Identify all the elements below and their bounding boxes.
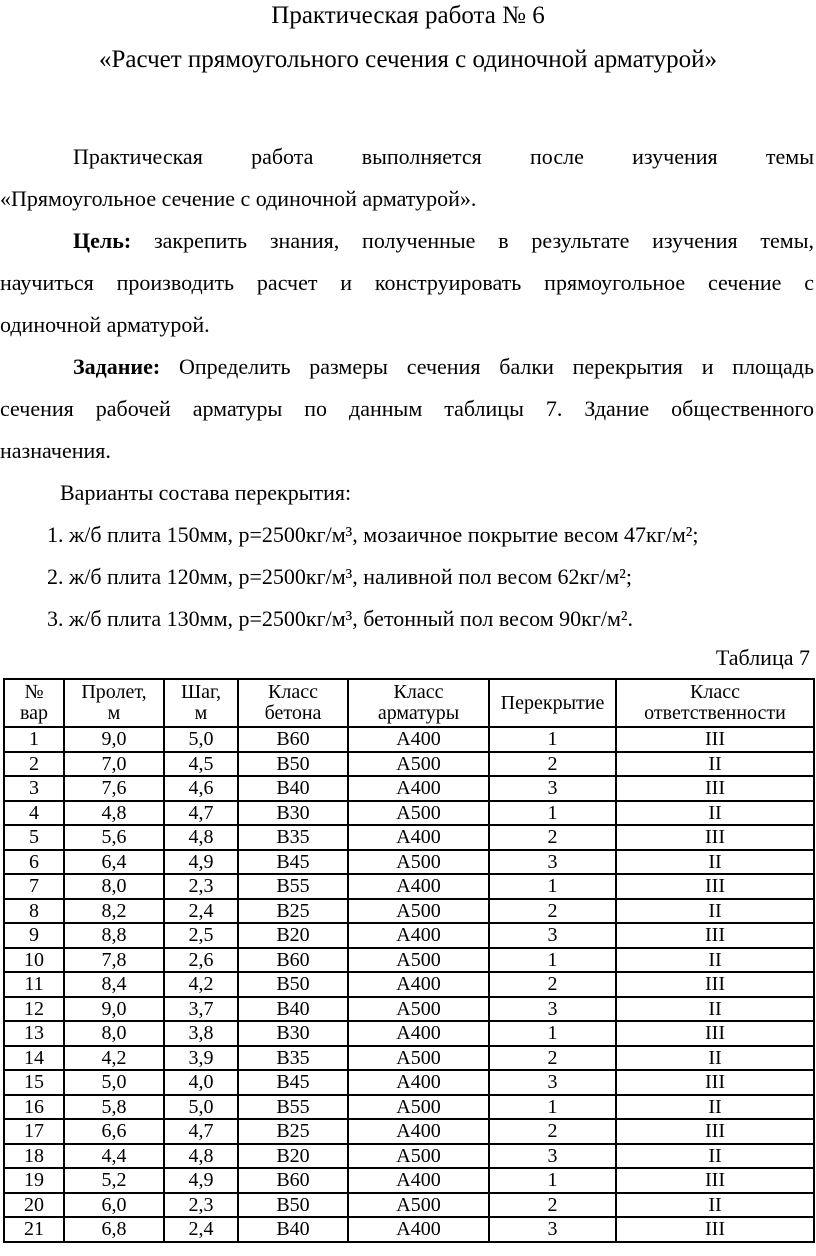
variant-item-1: 1. ж/б плита 150мм, р=2500кг/м³, мозаичное покрытие весом 47кг/м²;: [47, 522, 699, 547]
table-cell: 10: [4, 948, 64, 973]
table-header-line: бетона: [264, 702, 322, 724]
table-cell: III: [616, 776, 814, 801]
table-head: [4, 679, 814, 727]
table-header-line: арматуры: [377, 702, 460, 724]
table-cell: 1: [489, 1095, 616, 1120]
table-row: [4, 997, 814, 1022]
table-header-line: вар: [19, 702, 49, 724]
goal-text: закрепить знания, полученные в результате изучения темы,: [131, 228, 814, 253]
table-cell: 5,0: [164, 1095, 238, 1120]
table-body: [4, 727, 814, 1242]
table-cell: III: [616, 923, 814, 948]
variant-item-2: 2. ж/б плита 120мм, р=2500кг/м³, наливной пол весом 62кг/м²;: [47, 564, 632, 589]
table-cell: 18: [4, 1144, 64, 1169]
table-cell: 3,8: [164, 1021, 238, 1046]
table-cell: 6,6: [64, 1119, 164, 1144]
table-cell: 4,8: [64, 801, 164, 826]
table-header-line: м: [107, 702, 121, 724]
table-cell: В25: [238, 1119, 348, 1144]
table-header-line: №: [24, 681, 44, 703]
table-cell: В60: [238, 727, 348, 752]
table-cell: 4,8: [164, 825, 238, 850]
goal-line-2: научиться производить расчет и конструировать прямоугольное сечение с: [0, 270, 814, 295]
table-cell: А400: [348, 1119, 489, 1144]
table-cell: 3: [489, 923, 616, 948]
table-cell: III: [616, 1217, 814, 1242]
table-cell: 5,0: [64, 1070, 164, 1095]
table-cell: А400: [348, 1021, 489, 1046]
table-cell: 15: [4, 1070, 64, 1095]
table-cell: II: [616, 752, 814, 777]
table-cell: А400: [348, 1168, 489, 1193]
table-cell: 4: [4, 801, 64, 826]
table-cell: 5,8: [64, 1095, 164, 1120]
table-cell: 2: [4, 752, 64, 777]
document-header: [0, 0, 816, 82]
table-cell: А400: [348, 874, 489, 899]
table-cell: А500: [348, 1046, 489, 1071]
table-cell: 2: [489, 752, 616, 777]
table-cell: А500: [348, 801, 489, 826]
table-cell: 6,4: [64, 850, 164, 875]
table-cell: А500: [348, 1193, 489, 1218]
table-cell: III: [616, 1168, 814, 1193]
task-line-2: сечения рабочей арматуры по данным таблицы 7. Здание общественного: [0, 396, 814, 421]
goal-label: Цель:: [73, 228, 132, 253]
table-cell: 3: [4, 776, 64, 801]
table-cell: 3: [489, 997, 616, 1022]
table-cell: 4,7: [164, 1119, 238, 1144]
table-cell: 4,5: [164, 752, 238, 777]
table-header-row: [4, 679, 814, 727]
table-cell: А500: [348, 899, 489, 924]
task-line-1: [0, 346, 814, 388]
table-row: [4, 923, 814, 948]
table-cell: 9,0: [64, 997, 164, 1022]
table-cell: 19: [4, 1168, 64, 1193]
table-cell: 1: [489, 1168, 616, 1193]
table-row: [4, 1095, 814, 1120]
table-cell: 12: [4, 997, 64, 1022]
table-header-cell: [238, 679, 348, 727]
table-cell: 1: [489, 727, 616, 752]
goal-line-3: одиночной арматурой.: [0, 312, 210, 337]
table-row: [4, 972, 814, 997]
table-cell: 3: [489, 1144, 616, 1169]
table-cell: В40: [238, 1217, 348, 1242]
table-cell: III: [616, 727, 814, 752]
table-cell: В25: [238, 899, 348, 924]
table-cell: 2: [489, 1119, 616, 1144]
table-cell: 7,0: [64, 752, 164, 777]
table-row: [4, 1119, 814, 1144]
table-cell: 7,6: [64, 776, 164, 801]
table-cell: 2: [489, 825, 616, 850]
table-cell: 4,2: [164, 972, 238, 997]
table-header-cell: [164, 679, 238, 727]
table-cell: II: [616, 1095, 814, 1120]
table-cell: В45: [238, 850, 348, 875]
table-cell: 2: [489, 899, 616, 924]
table-cell: 9: [4, 923, 64, 948]
table-row: [4, 1070, 814, 1095]
table-cell: 14: [4, 1046, 64, 1071]
table-cell: 4,0: [164, 1070, 238, 1095]
table-cell: III: [616, 1070, 814, 1095]
table-cell: 2,3: [164, 874, 238, 899]
table-row: [4, 825, 814, 850]
table-row: [4, 1217, 814, 1242]
table-cell: 2: [489, 1046, 616, 1071]
table-cell: III: [616, 825, 814, 850]
table-header-cell: [4, 679, 64, 727]
table-header-cell: [489, 679, 616, 727]
table-cell: 3: [489, 776, 616, 801]
table-cell: В55: [238, 1095, 348, 1120]
variants-heading: Варианты состава перекрытия:: [60, 480, 352, 505]
table-cell: 3,7: [164, 997, 238, 1022]
table-cell: 2: [489, 1193, 616, 1218]
table-cell: III: [616, 972, 814, 997]
table-cell: 5,0: [164, 727, 238, 752]
table-cell: А400: [348, 825, 489, 850]
table-cell: 21: [4, 1217, 64, 1242]
table-cell: А500: [348, 1095, 489, 1120]
table-cell: 8,8: [64, 923, 164, 948]
table-cell: 4,8: [164, 1144, 238, 1169]
table-header-line: Перекрытие: [500, 691, 605, 714]
table-cell: 20: [4, 1193, 64, 1218]
table-row: [4, 874, 814, 899]
table-cell: 4,7: [164, 801, 238, 826]
table-cell: 2,4: [164, 1217, 238, 1242]
table-cell: 3: [489, 1217, 616, 1242]
table-cell: II: [616, 1046, 814, 1071]
table-header-cell: [64, 679, 164, 727]
variant-item-3: 3. ж/б плита 130мм, р=2500кг/м³, бетонный пол весом 90кг/м².: [47, 606, 634, 631]
intro-line-1: Практическая работа выполняется после изучения темы: [73, 144, 814, 169]
table-cell: 3: [489, 1070, 616, 1095]
table-row: [4, 1046, 814, 1071]
table-cell: 5,6: [64, 825, 164, 850]
table-header-cell: [616, 679, 814, 727]
table-cell: В35: [238, 1046, 348, 1071]
table-cell: 6: [4, 850, 64, 875]
table-row: [4, 1193, 814, 1218]
table-row: [4, 899, 814, 924]
table-cell: 4,9: [164, 1168, 238, 1193]
table-cell: 8,0: [64, 1021, 164, 1046]
table-header-line: Класс: [690, 681, 740, 703]
table-cell: II: [616, 997, 814, 1022]
table-header-line: м: [194, 702, 208, 724]
table-cell: В30: [238, 1021, 348, 1046]
table-cell: А500: [348, 850, 489, 875]
table-cell: А400: [348, 972, 489, 997]
table-cell: 17: [4, 1119, 64, 1144]
table-row: [4, 948, 814, 973]
table-caption: Таблица 7: [715, 645, 810, 670]
table-cell: В40: [238, 997, 348, 1022]
table-cell: III: [616, 874, 814, 899]
table-row: [4, 752, 814, 777]
table-cell: 1: [4, 727, 64, 752]
table-cell: А500: [348, 752, 489, 777]
table-cell: 4,4: [64, 1144, 164, 1169]
table-cell: 6,8: [64, 1217, 164, 1242]
table-cell: 2: [489, 972, 616, 997]
table-cell: 5: [4, 825, 64, 850]
table-cell: 16: [4, 1095, 64, 1120]
table-header-line: Шаг,: [181, 681, 221, 703]
table-cell: В35: [238, 825, 348, 850]
table-cell: 9,0: [64, 727, 164, 752]
table-cell: 7: [4, 874, 64, 899]
intro-line-2: «Прямоугольное сечение с одиночной арматурой».: [0, 186, 477, 211]
table-row: [4, 1168, 814, 1193]
table-cell: II: [616, 1193, 814, 1218]
task-text: Определить размеры сечения балки перекрытия и площадь: [160, 354, 814, 379]
table-cell: 3: [489, 850, 616, 875]
table-cell: II: [616, 948, 814, 973]
table-cell: В60: [238, 1168, 348, 1193]
table-row: [4, 776, 814, 801]
table-cell: III: [616, 1119, 814, 1144]
table-header-line: Класс: [393, 681, 444, 703]
table-cell: 1: [489, 948, 616, 973]
table-cell: А500: [348, 948, 489, 973]
table-cell: А400: [348, 776, 489, 801]
table-cell: А400: [348, 923, 489, 948]
page-title: Практическая работа № 6: [271, 2, 545, 29]
table-cell: 1: [489, 1021, 616, 1046]
document-body: [0, 136, 814, 640]
table-cell: 1: [489, 801, 616, 826]
table-cell: В20: [238, 1144, 348, 1169]
table-cell: В30: [238, 801, 348, 826]
table-cell: 8: [4, 899, 64, 924]
table-cell: В50: [238, 1193, 348, 1218]
table-cell: В40: [238, 776, 348, 801]
table-cell: В20: [238, 923, 348, 948]
table-cell: А400: [348, 727, 489, 752]
table-cell: А400: [348, 1217, 489, 1242]
page-subtitle: «Расчет прямоугольного сечения с одиночной арматурой»: [98, 46, 717, 73]
table-cell: II: [616, 1144, 814, 1169]
table-cell: В55: [238, 874, 348, 899]
table-cell: II: [616, 801, 814, 826]
table-row: [4, 801, 814, 826]
table-cell: 2,5: [164, 923, 238, 948]
table-cell: В50: [238, 972, 348, 997]
table-cell: 3,9: [164, 1046, 238, 1071]
table-header-line: Класс: [268, 681, 318, 703]
table-cell: А500: [348, 1144, 489, 1169]
table-row: [4, 727, 814, 752]
goal-line-1: [0, 220, 814, 262]
table-cell: 2,3: [164, 1193, 238, 1218]
table-cell: 6,0: [64, 1193, 164, 1218]
table-cell: 4,6: [164, 776, 238, 801]
table-cell: 13: [4, 1021, 64, 1046]
table-cell: 8,4: [64, 972, 164, 997]
table-cell: 2,6: [164, 948, 238, 973]
table-cell: II: [616, 899, 814, 924]
table-cell: В60: [238, 948, 348, 973]
table-cell: В45: [238, 1070, 348, 1095]
table-header-cell: [348, 679, 489, 727]
table-header-line: Пролет,: [81, 681, 147, 703]
table-cell: 4,2: [64, 1046, 164, 1071]
variants-table: [3, 678, 815, 1243]
table-cell: В50: [238, 752, 348, 777]
table-cell: А400: [348, 1070, 489, 1095]
table-cell: 2,4: [164, 899, 238, 924]
task-label: Задание:: [73, 354, 161, 379]
table-row: [4, 850, 814, 875]
table-header-line: ответственности: [644, 702, 786, 724]
table-cell: 11: [4, 972, 64, 997]
table-cell: II: [616, 850, 814, 875]
task-line-3: назначения.: [0, 438, 111, 463]
table-cell: 5,2: [64, 1168, 164, 1193]
table-row: [4, 1021, 814, 1046]
table-cell: 1: [489, 874, 616, 899]
table-cell: 8,2: [64, 899, 164, 924]
table-cell: 7,8: [64, 948, 164, 973]
table-cell: А500: [348, 997, 489, 1022]
table-cell: 4,9: [164, 850, 238, 875]
table-row: [4, 1144, 814, 1169]
table-cell: 8,0: [64, 874, 164, 899]
table-cell: III: [616, 1021, 814, 1046]
